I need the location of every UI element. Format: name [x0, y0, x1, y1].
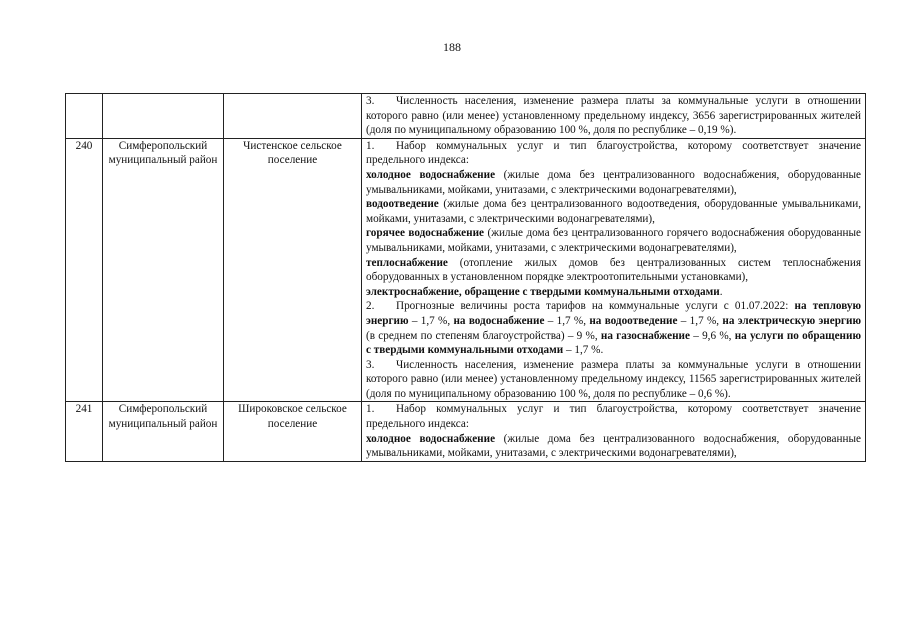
- text-segment: Набор коммунальных услуг и тип благоустройства, которому соответствует значение предельного индекса:: [366, 139, 861, 167]
- municipality-cell: Симферопольский муниципальный район: [103, 402, 224, 461]
- table-row: [66, 94, 866, 139]
- description-paragraph: [366, 226, 861, 255]
- description-paragraph: [366, 402, 861, 431]
- description-paragraph: [366, 256, 861, 285]
- item-number: 2.: [366, 300, 375, 313]
- text-segment: – 1,7 %,: [408, 314, 454, 327]
- row-number-cell: 241: [66, 402, 103, 461]
- description-paragraph: [366, 299, 861, 357]
- text-segment: – 1,7 %,: [544, 314, 590, 327]
- description-cell: [362, 94, 866, 139]
- description-paragraph: [366, 285, 861, 300]
- table-row: [66, 402, 866, 461]
- text-segment: (отопление жилых домов без централизованных систем теплоснабжения оборудованных в установленном порядке электроотопительными установками),: [366, 256, 861, 284]
- text-segment: .: [719, 285, 723, 298]
- item-number: 3.: [366, 95, 375, 107]
- text-segment: – 9,6 %,: [689, 329, 735, 342]
- item-number: 1.: [366, 139, 375, 152]
- service-name: холодное водоснабжение: [366, 168, 496, 181]
- description-paragraph: [366, 94, 861, 138]
- service-name: водоотведение: [366, 198, 439, 211]
- text-segment: (жилые дома без централизованного водоснабжения, оборудованные умывальниками, мойками, унитазами, с электрическими водонагревателями),: [366, 432, 861, 460]
- text-segment: Набор коммунальных услуг и тип благоустройства, которому соответствует значение предельного индекса:: [366, 403, 861, 431]
- service-name: на электрическую энергию: [722, 314, 862, 327]
- service-name: горячее водоснабжение: [366, 227, 484, 240]
- settlement-cell: [224, 94, 362, 139]
- table-row: [66, 138, 866, 402]
- service-name: на услуги по обращению с твердыми коммунальными отходами: [366, 329, 861, 357]
- service-name: на газоснабжение: [600, 329, 690, 342]
- text-segment: (жилые дома без централизованного горячего водоснабжения оборудованные умывальниками, мойками, унитазами, с электрическими водонагревателями),: [366, 227, 861, 254]
- text-segment: Численность населения, изменение размера платы за коммунальные услуги в отношении которого равно (или менее) установленному предельному индексу, 3656 зарегистрированных жителей (доля по муниципальному образованию 100 %, доля по республике – 0,19 %).: [366, 95, 861, 137]
- settlement-cell: Широковское сельское поселение: [224, 402, 362, 461]
- text-segment: (жилые дома без централизованного водоснабжения, оборудованные умывальниками, мойками, унитазами, с электрическими водонагревателями),: [366, 168, 861, 196]
- indices-table: [65, 93, 866, 462]
- row-number-cell: 240: [66, 138, 103, 402]
- municipality-cell: Симферопольский муниципальный район: [103, 138, 224, 402]
- text-segment: (в среднем по степеням благоустройства) – 9 %,: [366, 329, 601, 342]
- text-segment: Численность населения, изменение размера платы за коммунальные услуги в отношении которого равно (или менее) установленному предельному индексу, 11565 зарегистрированных жителей (доля по муниципальному образованию 100 %, доля по республике – 0,6 %).: [366, 358, 861, 400]
- text-segment: Прогнозные величины роста тарифов на коммунальные услуги с 01.07.2022:: [396, 300, 795, 313]
- description-paragraph: [366, 432, 861, 461]
- settlement-cell: Чистенское сельское поселение: [224, 138, 362, 402]
- text-segment: – 1,7 %,: [677, 314, 723, 327]
- service-name: на водоотведение: [589, 314, 678, 327]
- row-number-cell: [66, 94, 103, 139]
- text-segment: – 1,7 %.: [563, 344, 604, 357]
- description-paragraph: [366, 358, 861, 402]
- service-name: теплоснабжение: [366, 256, 448, 269]
- municipality-cell: [103, 94, 224, 139]
- description-cell: [362, 138, 866, 402]
- service-name: на водоснабжение: [453, 314, 545, 327]
- page-number: 188: [443, 40, 461, 54]
- description-paragraph: [366, 139, 861, 168]
- description-cell: [362, 402, 866, 461]
- service-name: холодное водоснабжение: [366, 432, 496, 445]
- service-name: электроснабжение, обращение с твердыми коммунальными отходами: [366, 285, 720, 298]
- item-number: 1.: [366, 403, 375, 416]
- description-paragraph: [366, 197, 861, 226]
- service-name: на тепловую энергию: [366, 300, 862, 327]
- item-number: 3.: [366, 358, 375, 371]
- description-paragraph: [366, 168, 861, 197]
- text-segment: (жилые дома без централизованного водоотведения, оборудованные умывальниками, мойками, унитазами, с электрическими водонагревателями),: [366, 198, 861, 225]
